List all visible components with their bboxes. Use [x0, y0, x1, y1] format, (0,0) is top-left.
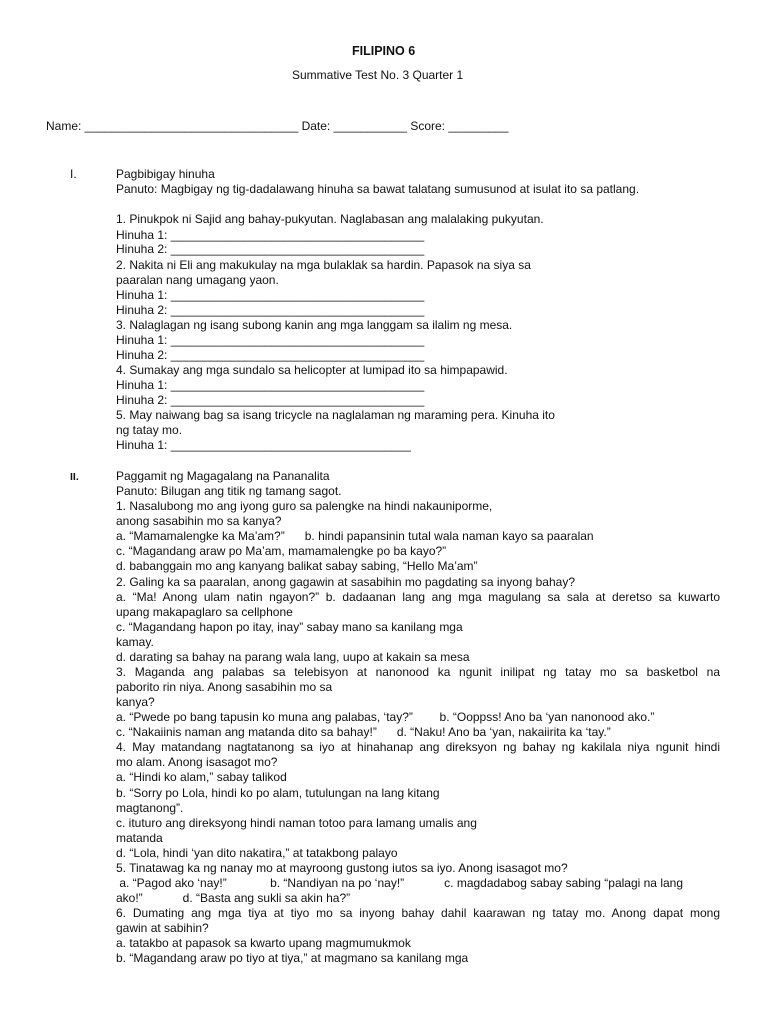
section-2-line: d. darating sa bahay na parang wala lang, uupo at kakain sa mesa	[116, 650, 470, 664]
section-1-numeral: I.	[70, 167, 77, 181]
section-1-heading: Pagbibigay hinuha	[116, 167, 215, 181]
section-2-line: a. “Hindi ko alam,” sabay talikod	[116, 770, 287, 784]
section-2-heading: Paggamit ng Magagalang na Pananalita	[116, 469, 330, 483]
section-2-line: 5. Tinatawag ka ng nanay mo at mayroong gustong iutos sa iyo. Anong isasagot mo?	[116, 861, 568, 875]
section-2-line: c. “Magandang hapon po itay, inay” sabay mano sa kanilang mga	[116, 620, 463, 634]
section-1-line: ng tatay mo.	[116, 423, 183, 437]
section-1-line: 1. Pinukpok ni Sajid ang bahay-pukyutan. Naglabasan ang malalaking pukyutan.	[116, 212, 544, 226]
section-2-line: kanya?	[116, 695, 155, 709]
section-2-line: kamay.	[116, 635, 154, 649]
section-2-line: gawin at sabihin?	[116, 921, 209, 935]
section-2-line: ako!” d. “Basta ang sukli sa akin ha?”	[116, 891, 351, 905]
section-2-line: a. “Pagod ako ‘nay!” b. “Nandiyan na po ‘nay!” c. magdadabog sabay sabing “palagi na lang	[116, 876, 683, 890]
page-title: FILIPINO 6	[352, 44, 416, 58]
section-2-line: 3. Maganda ang palabas sa telebisyon at nanonood ka ngunit inilipat ng tatay mo sa basketbol na	[116, 665, 720, 679]
section-1-instructions: Panuto: Magbigay ng tig-dadalawang hinuha sa bawat talatang sumusunod at isulat ito sa patlang.	[116, 182, 640, 196]
section-1-line: 3. Nalaglagan ng isang subong kanin ang mga langgam sa ilalim ng mesa.	[116, 318, 513, 332]
section-2-line: 4. May matandang nagtatanong sa iyo at hinahanap ang direksyon ng bahay ng kakilala niya ngunit hindi	[116, 740, 720, 754]
section-1-line: 5. May naiwang bag sa isang tricycle na naglalaman ng maraming pera. Kinuha ito	[116, 408, 555, 422]
section-2-line: a. “Ma! Anong ulam natin ngayon?” b. dadaanan lang ang mga magulang sa sala at deretso sa kuwarto	[116, 590, 720, 604]
section-2-line: anong sasabihin mo sa kanya?	[116, 514, 282, 528]
section-1-line: paaralan nang umagang yaon.	[116, 273, 279, 287]
section-2-line: 1. Nasalubong mo ang iyong guro sa palengke na hindi nakauniporme,	[116, 499, 493, 513]
section-2-line: 2. Galing ka sa paaralan, anong gagawin at sasabihin mo pagdating sa inyong bahay?	[116, 575, 575, 589]
section-1-line: 2. Nakita ni Eli ang makukulay na mga bulaklak sa hardin. Papasok na siya sa	[116, 258, 531, 272]
section-2-instructions: Panuto: Bilugan ang titik ng tamang sagot.	[116, 484, 342, 498]
section-2-line: c. “Magandang araw po Ma’am, mamamalengke po ba kayo?”	[116, 544, 447, 558]
section-2-line: mo alam. Anong isasagot mo?	[116, 755, 278, 769]
section-1-line: Hinuha 1: ______________________________________	[116, 333, 425, 347]
section-2-line: matanda	[116, 831, 163, 845]
section-2-numeral: II.	[70, 471, 79, 483]
section-2-line: d. babanggain mo ang kanyang balikat sabay sabing, “Hello Ma’am”	[116, 559, 478, 573]
section-2-line: c. “Nakaiinis naman ang matanda dito sa bahay!” d. “Naku! Ano ba ‘yan, nakaiirita ka ‘tay.”	[116, 725, 611, 739]
section-2-line: a. tatakbo at papasok sa kwarto upang magmumukmok	[116, 936, 411, 950]
section-1-line: Hinuha 2: ______________________________________	[116, 393, 425, 407]
section-2-line: a. “Mamamalengke ka Ma’am?” b. hindi papansinin tutal wala naman kayo sa paaralan	[116, 529, 594, 543]
page-subtitle: Summative Test No. 3 Quarter 1	[292, 68, 464, 82]
section-1-line: Hinuha 2: ______________________________________	[116, 303, 425, 317]
section-1-line: Hinuha 1: ______________________________________	[116, 288, 425, 302]
section-2-line: upang makapaglaro sa cellphone	[116, 605, 293, 619]
section-2-line: 6. Dumating ang mga tiya at tiyo mo sa inyong bahay dahil kaarawan ng tatay mo. Anong dapat mong	[116, 906, 720, 920]
section-1-line: Hinuha 2: ______________________________________	[116, 348, 425, 362]
section-2-line: b. “Magandang araw po tiyo at tiya,” at magmano sa kanilang mga	[116, 951, 469, 965]
section-2-line: b. “Sorry po Lola, hindi ko po alam, tutulungan na lang kitang	[116, 786, 440, 800]
section-2-line: paborito rin niya. Anong sasabihin mo sa	[116, 680, 333, 694]
section-1-line: Hinuha 1: ____________________________________	[116, 438, 411, 452]
section-2-line: d. “Lola, hindi ‘yan dito nakatira,” at tatakbong palayo	[116, 846, 398, 860]
section-2-line: c. ituturo ang direksyong hindi naman totoo para lamang umalis ang	[116, 816, 477, 830]
section-1-line: 4. Sumakay ang mga sundalo sa helicopter at lumipad ito sa himpapawid.	[116, 363, 508, 377]
section-1-line: Hinuha 1: ______________________________________	[116, 228, 425, 242]
section-1-line: Hinuha 1: ______________________________________	[116, 378, 425, 392]
section-1-line: Hinuha 2: ______________________________________	[116, 242, 425, 256]
section-2-line: magtanong”.	[116, 801, 184, 815]
section-2-line: a. “Pwede po bang tapusin ko muna ang palabas, ‘tay?” b. “Ooppss! Ano ba ‘yan nanonood ako.”	[116, 710, 655, 724]
student-info-line: Name: ________________________________ Date: ___________ Score: _________	[46, 119, 509, 133]
